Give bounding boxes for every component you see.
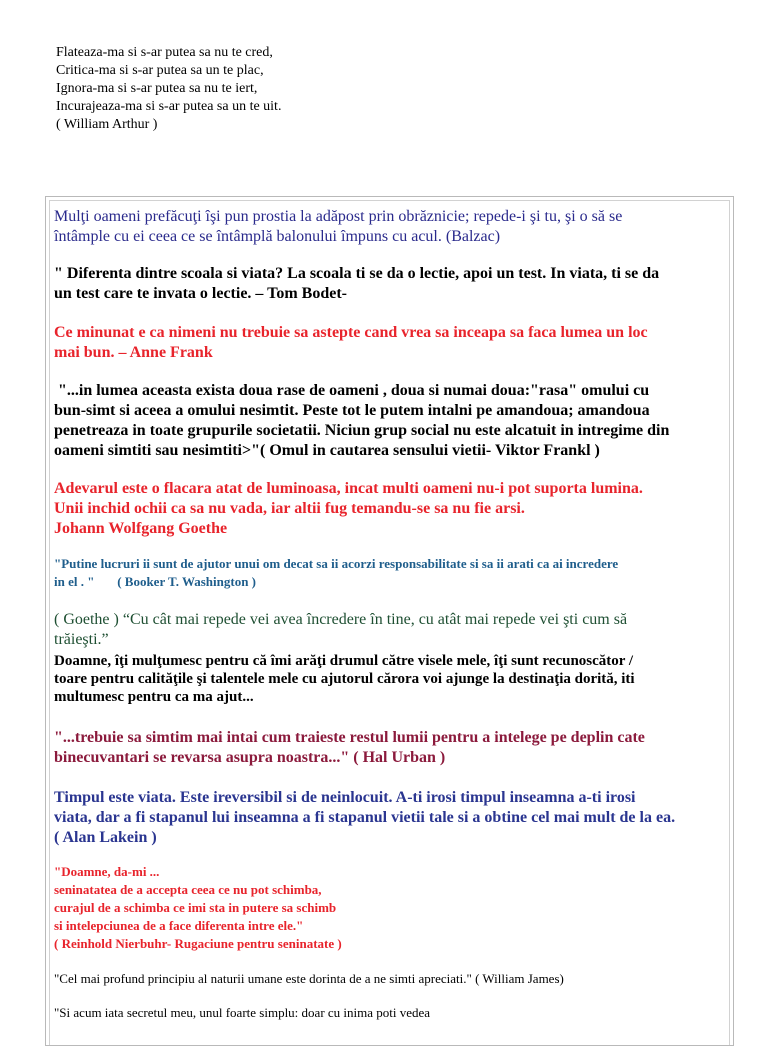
quote-hal-urban	[54, 728, 734, 768]
quote-frankl	[54, 381, 734, 461]
poem-line: Flateaza-ma si s-ar putea sa nu te cred,	[56, 45, 273, 60]
quote-line: si intelepciunea de a face diferenta intre ele."	[54, 918, 304, 933]
quote-william-james	[54, 970, 734, 988]
quote-goethe-trust	[54, 610, 734, 650]
quote-line: "...trebuie sa simtim mai intai cum traieste restul lumii pentru a intelege pe deplin cate	[54, 729, 645, 746]
quote-line: " Diferenta dintre scoala si viata? La scoala ti se da o lectie, apoi un test. In viata, ti se da	[54, 265, 660, 282]
quote-line: in el . " ( Booker T. Washington )	[54, 574, 257, 589]
quote-line: "Putine lucruri ii sunt de ajutor unui om decat sa ii acorzi responsabilitate si sa ii arati ca ai incredere	[54, 556, 619, 571]
quote-washington	[54, 555, 734, 591]
quote-line: "Cel mai profund principiu al naturii umane este dorinta de a ne simti apreciati." ( William James)	[54, 971, 564, 986]
quote-line: întâmple cu ei ceea ce se întâmplă balonului împuns cu acul. (Balzac)	[54, 228, 501, 245]
quote-line: Doamne, îţi mulţumesc pentru că îmi arăţi drumul către visele mele, îţi sunt recunoscător /	[54, 653, 634, 669]
quote-line: "Doamne, da-mi ...	[54, 864, 160, 879]
quote-author: ( Alan Lakein )	[54, 829, 157, 846]
quote-line: mai bun. – Anne Frank	[54, 344, 213, 361]
quote-line: Ce minunat e ca nimeni nu trebuie sa astepte cand vrea sa inceapa sa faca lumea un loc	[54, 324, 648, 341]
poem-line: Incurajeaza-ma si s-ar putea sa un te uit.	[56, 99, 282, 114]
quote-niebuhr	[54, 863, 734, 953]
quote-prayer	[54, 652, 734, 706]
poem-attribution: ( William Arthur )	[56, 117, 158, 132]
quote-bodet	[54, 264, 734, 304]
quote-line: Adevarul este o flacara atat de luminoasa, incat multi oameni nu-i pot suporta lumina.	[54, 480, 643, 497]
quote-line: un test care te invata o lectie. – Tom Bodet-	[54, 285, 347, 302]
quote-line: binecuvantari se revarsa asupra noastra..." ( Hal Urban )	[54, 749, 446, 766]
quote-author: Johann Wolfgang Goethe	[54, 520, 228, 537]
poem-line: Critica-ma si s-ar putea sa un te plac,	[56, 63, 264, 78]
quote-line: oameni simtiti sau nesimtiti>"( Omul in cautarea sensului vietii- Viktor Frankl )	[54, 442, 600, 459]
quote-line: trăieşti.”	[54, 631, 109, 648]
quote-line: Unii inchid ochii ca sa nu vada, iar altii fug temandu-se sa nu fie arsi.	[54, 500, 525, 517]
quote-line: viata, dar a fi stapanul lui inseamna a fi stapanul vietii tale si a obtine cel mai mult de la ea.	[54, 809, 676, 826]
quote-line: "Si acum iata secretul meu, unul foarte simplu: doar cu inima poti vedea	[54, 1005, 431, 1020]
quote-line: multumesc pentru ca ma ajut...	[54, 689, 254, 705]
quote-line: Mulţi oameni prefăcuţi îşi pun prostia la adăpost prin obrăznicie; repede-i şi tu, şi o să se	[54, 208, 623, 225]
quote-secret	[54, 1004, 734, 1022]
quote-line: "...in lumea aceasta exista doua rase de oameni , doua si numai doua:"rasa" omului cu	[54, 382, 650, 399]
poem-block	[56, 44, 281, 134]
quote-line: curajul de a schimba ce imi sta in putere sa schimb	[54, 900, 337, 915]
quote-balzac	[54, 207, 734, 247]
quote-lakein	[54, 788, 734, 848]
quote-line: ( Goethe ) “Cu cât mai repede vei avea încredere în tine, cu atât mai repede vei şti cum să	[54, 611, 628, 628]
quote-goethe-truth	[54, 479, 734, 539]
quote-line: penetreaza in toate grupurile societatii. Niciun grup social nu este alcatuit in intregime din	[54, 422, 670, 439]
quote-line: Timpul este viata. Este ireversibil si de neinlocuit. A-ti irosi timpul inseamna a-ti irosi	[54, 789, 636, 806]
quote-line: bun-simt si aceea a omului nesimtit. Peste tot le putem intalni pe amandoua; amandoua	[54, 402, 650, 419]
quote-line: toare pentru calităţile şi talentele mele cu ajutorul cărora voi ajunge la destinaţia dorită, iti	[54, 671, 635, 687]
quote-author: ( Reinhold Nierbuhr- Rugaciune pentru seninatate )	[54, 936, 342, 951]
poem-line: Ignora-ma si s-ar putea sa nu te iert,	[56, 81, 258, 96]
quote-line: seninatatea de a accepta ceea ce nu pot schimba,	[54, 882, 322, 897]
quote-anne-frank	[54, 323, 734, 363]
